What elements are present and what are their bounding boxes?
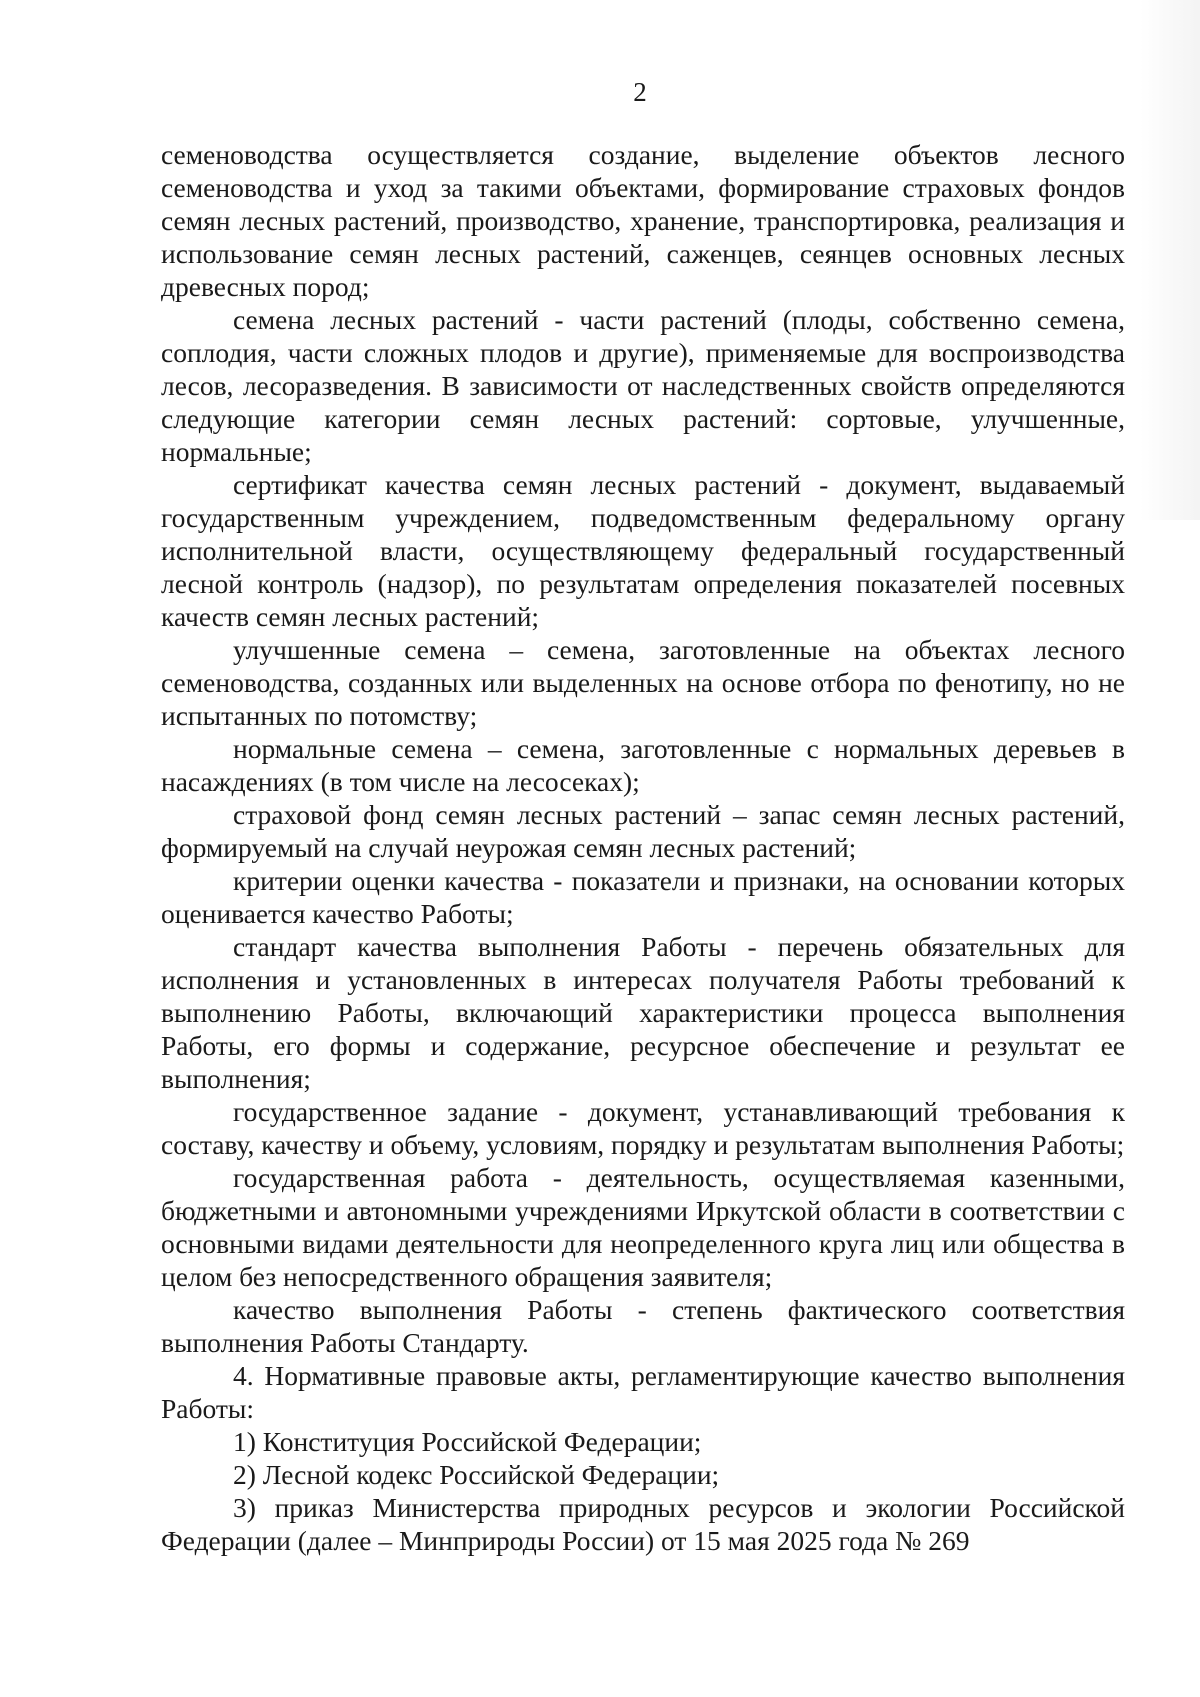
document-body (161, 138, 1125, 1557)
paragraph-4: улучшенные семена – семена, заготовленные на объектах лесного семеноводства, созданных или выделенных на основе отбора по фенотипу, но не испытанных по потомству; (161, 634, 1125, 731)
paragraph-2: семена лесных растений - части растений (плоды, собственно семена, соплодия, части сложных плодов и другие), применяемые для воспроизводства лесов, лесоразведения. В зависимости от наследственных свойств определяются следующие категории семян лесных растений: сортовые, улучшенные, нормальные; (161, 304, 1125, 467)
paragraph-6: страховой фонд семян лесных растений – запас семян лесных растений, формируемый на случай неурожая семян лесных растений; (161, 799, 1125, 863)
paragraph-1: семеноводства осуществляется создание, выделение объектов лесного семеноводства и уход за такими объектами, формирование страховых фондов семян лесных растений, производство, хранение, транспортировка, реализация и использование семян лесных растений, саженцев, сеянцев основных лесных древесных пород; (161, 139, 1125, 302)
paragraph-3: сертификат качества семян лесных растений - документ, выдаваемый государственным учреждением, подведомственным федеральному органу исполнительной власти, осуществляющему федеральный государственный лесной контроль (надзор), по результатам определения показателей посевных качеств семян лесных растений; (161, 469, 1125, 632)
paragraph-11: качество выполнения Работы - степень фактического соответствия выполнения Работы Стандарту. (161, 1294, 1125, 1358)
paragraph-5: нормальные семена – семена, заготовленные с нормальных деревьев в насаждениях (в том числе на лесосеках); (161, 733, 1125, 797)
paragraph-14: 2) Лесной кодекс Российской Федерации; (233, 1459, 720, 1490)
paragraph-9: государственное задание - документ, устанавливающий требования к составу, качеству и объему, условиям, порядку и результатам выполнения Работы; (161, 1096, 1125, 1160)
page-number: 2 (633, 77, 647, 107)
paragraph-7: критерии оценки качества - показатели и признаки, на основании которых оценивается качество Работы; (161, 865, 1125, 929)
paragraph-8: стандарт качества выполнения Работы - перечень обязательных для исполнения и установленных в интересах получателя Работы требований к выполнению Работы, включающий характеристики процесса выполнения Работы, его формы и содержание, ресурсное обеспечение и результат ее выполнения; (161, 931, 1125, 1094)
paragraph-15: 3) приказ Министерства природных ресурсов и экологии Российской Федерации (далее – Минприроды России) от 15 мая 2025 года № 269 (161, 1492, 1125, 1556)
paragraph-13: 1) Конституция Российской Федерации; (233, 1426, 702, 1457)
paragraph-12: 4. Нормативные правовые акты, регламентирующие качество выполнения Работы: (161, 1360, 1125, 1424)
paragraph-10: государственная работа - деятельность, осуществляемая казенными, бюджетными и автономными учреждениями Иркутской области в соответствии с основными видами деятельности для неопределенного круга лиц или общества в целом без непосредственного обращения заявителя; (161, 1162, 1125, 1292)
